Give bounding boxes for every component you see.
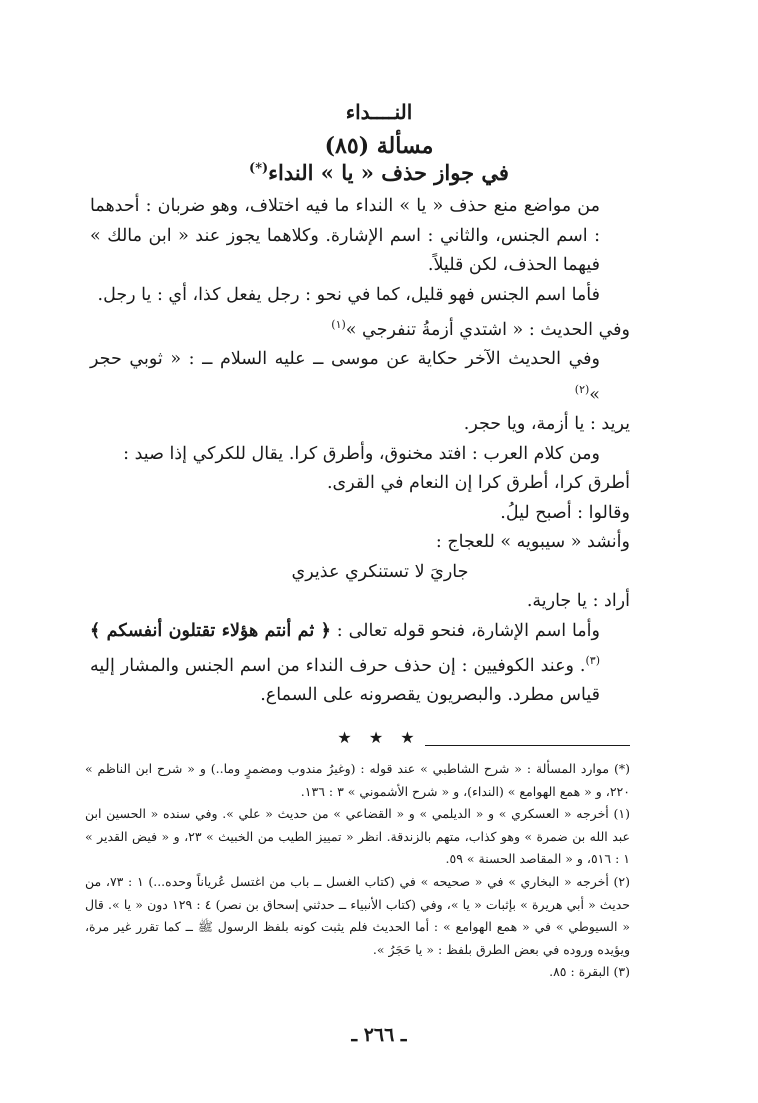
footnote-star: [85, 758, 630, 803]
section-title: النــــداء: [345, 100, 413, 124]
paragraph-3-text: وفي الحديث : « اشتدي أزمةُ تنفرجي »: [345, 319, 630, 340]
quran-quote: ﴿ ثم أنتم هؤلاء تقتلون أنفسكم ﴾: [90, 620, 331, 641]
footnote-2: [85, 871, 630, 961]
paragraph-6: ومن كلام العرب : افتد مخنوق، وأطرق كرا. يقال للكركي إذا صيد :: [123, 443, 600, 464]
paragraph-11-end: . وعند الكوفيين : إن حذف حرف النداء من اسم الجنس والمشار إليه قياس مطرد. والبصريون يقصرونه على السماع.: [90, 655, 600, 706]
footnote-star-text: موارد المسألة : « شرح الشاطبي » عند قوله : (وغيرُ مندوب ومضمرٍ وما..) و « شرح ابن الناظم » ٢٢٠، و « همع الهوامع » (النداء)، و « شرح الأشموني » ٣ : ١٣٦.: [85, 761, 630, 799]
footnote-2-marker: (٢): [613, 873, 631, 889]
footnotes: [85, 758, 630, 984]
issue-title: مسألة (٨٥): [324, 133, 434, 159]
paragraph-4: [90, 345, 630, 410]
footnote-3: [85, 961, 630, 984]
paragraph-3: [90, 310, 630, 345]
footnote-1: [85, 803, 630, 871]
subtitle-marker: (*): [249, 161, 269, 176]
footnote-ref-1: (١): [331, 318, 346, 331]
footnote-divider: [425, 745, 630, 746]
paragraph-9: وأنشد « سيبويه » للعجاج :: [435, 532, 630, 553]
paragraph-1: من مواضع منع حذف « يا » النداء ما فيه اختلاف، وهو ضربان : أحدهما : اسم الجنس، والثاني : اسم الإشارة. وكلاهما يجوز عند « ابن مالك » فيهما الحذف، لكن قليلاً.: [90, 196, 600, 275]
paragraph-11: [90, 617, 630, 711]
paragraph-11-start: وأما اسم الإشارة، فنحو قوله تعالى :: [336, 620, 600, 641]
footnote-ref-2: (٢): [574, 382, 590, 396]
footnote-1-text: أخرجه « العسكري » و « الديلمي » و « القضاعي » من حديث « علي ». وفي سنده « الحسين ابن عبد الله بن ضمرة » وهو كذاب، متهم بالزندقة. انظر « تمييز الطيب من الخبيث » ٢٣، و « فيض القدير » ١ : ٥١٦، و « المقاصد الحسنة » ٥٩.: [85, 806, 631, 867]
paragraph-5: يريد : يا أزمة، ويا حجر.: [463, 414, 630, 435]
footnote-3-text: البقرة : ٨٥.: [549, 964, 610, 980]
footnote-star-marker: (*): [613, 761, 630, 776]
footnote-ref-3: (٣): [585, 654, 600, 668]
footnote-3-marker: (٣): [613, 964, 630, 980]
main-body: [90, 192, 630, 711]
subtitle-text: في جواز حذف « يا » النداء: [268, 160, 509, 185]
footnote-2-text: أخرجه « البخاري » في « صحيحه » في (كتاب الغسل ــ باب من اغتسل عُرياناً وحده...) ١ : ٧٣، من حديث « أبي هريرة » بإثبات « يا »، وفي (كتاب الأنبياء ــ حدثني إسحاق بن نصر) ٤ : ١٢٩ دون « يا ». قال « السيوطي » في « همع الهوامع » : أما الحديث فلم يثبت كونه بلفظ الرسول ﷺ ــ كما تقرر غير مرة، ويؤيده وروده في بعض الطرق بلفظ : « يا حَجَرُ ».: [85, 873, 630, 957]
paragraph-2: فأما اسم الجنس فهو قليل، كما في نحو : رجل يفعل كذا، أي : يا رجل.: [97, 284, 600, 305]
page-number: ـ ٢٦٦ ـ: [351, 1024, 407, 1046]
footnote-1-marker: (١): [613, 806, 631, 822]
paragraph-10: أراد : يا جارية.: [526, 591, 630, 612]
paragraph-4-text: وفي الحديث الآخر حكاية عن موسى ــ عليه السلام ــ : « ثوبي حجر »: [90, 349, 600, 405]
section-separator: ★ ★ ★: [337, 728, 421, 747]
paragraph-7: أطرق كرا، أطرق كرا إن النعام في القرى.: [326, 473, 630, 494]
poetry-verse: جاريَ لا تستنكري عذيري: [291, 561, 469, 582]
issue-subtitle: [0, 160, 758, 185]
paragraph-8: وقالوا : أصبح ليلُ.: [500, 502, 630, 523]
